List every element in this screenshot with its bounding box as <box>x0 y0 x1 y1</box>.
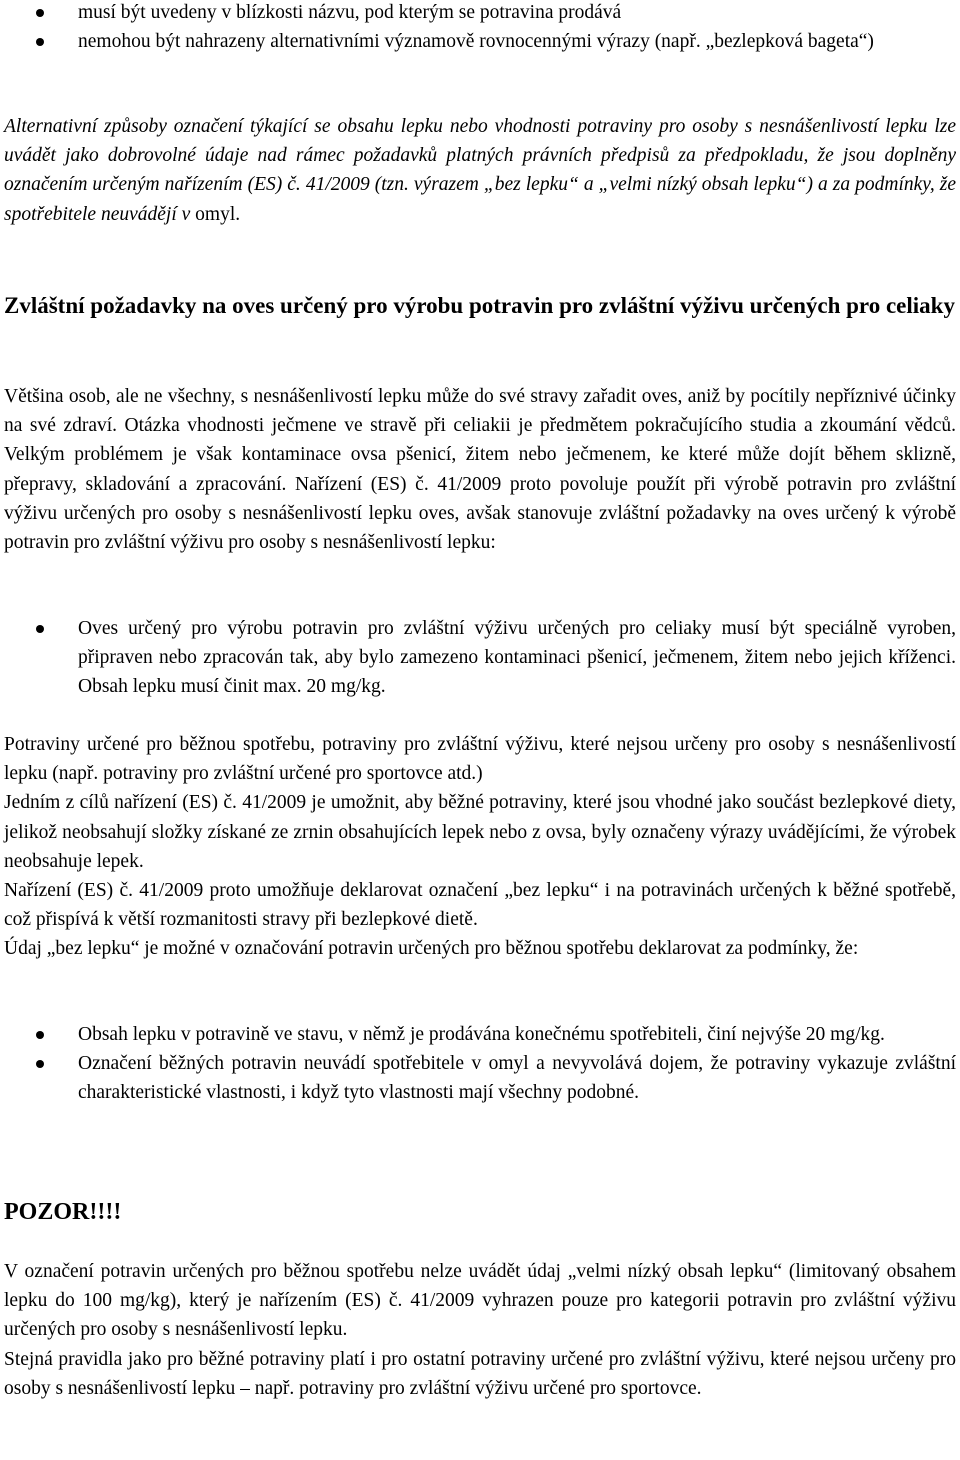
list-item-text: nemohou být nahrazeny alternativními významově rovnocennými výrazy (např. „bezlepková bageta“) <box>78 31 874 53</box>
list-item-text: Označení běžných potravin neuvádí spotřebitele v omyl a nevyvolává dojem, že potraviny vykazuje zvláštní charakteristické vlastnosti, i když tyto vlastnosti mají všechny podobné. <box>78 1053 956 1104</box>
list-item <box>4 614 956 702</box>
bullet-icon <box>36 38 44 46</box>
list-item-text: Obsah lepku v potravině ve stavu, v němž je prodávána konečnému spotřebiteli, činí nejvýše 20 mg/kg. <box>78 1024 885 1045</box>
bullet-icon <box>36 625 44 633</box>
list-item-text: musí být uvedeny v blízkosti názvu, pod kterým se potravina prodává <box>78 2 622 23</box>
common-food-section <box>4 730 956 964</box>
common-food-paragraph: Údaj „bez lepku“ je možné v označování potravin určených pro běžnou spotřebu deklarovat za podmínky, že: <box>4 938 859 960</box>
top-bullet-list <box>4 0 956 56</box>
final-section <box>4 1257 956 1403</box>
common-food-paragraph: Nařízení (ES) č. 41/2009 proto umožňuje deklarovat označení „bez lepku“ i na potravinách určených k běžné spotřebě, což přispívá k větší rozmanitosti stravy při bezlepkové dietě. <box>4 880 956 931</box>
bullet-icon <box>36 1031 44 1039</box>
common-food-paragraph: Potraviny určené pro běžnou spotřebu, potraviny pro zvláštní výživu, které nejsou určeny pro osoby s nesnášenlivostí lepku (např. potraviny pro zvláštní určené pro sportovce atd.) <box>4 734 956 785</box>
alternative-labelling-italic-text: Alternativní způsoby označení týkající se obsahu lepku nebo vhodnosti potraviny pro osoby s nesnášenlivostí lepku lze uvádět jako dobrovolné údaje nad rámec požadavků platných právních předpisů za předpokladu, že jsou doplněny označením určeným nařízením (ES) č. 41/2009 (tzn. výrazem „bez lepku“ a „velmi nízký obsah lepku“) a za podmínky, že spotřebitele neuvádějí v <box>4 116 956 225</box>
warning-heading: POZOR!!!! <box>4 1199 122 1225</box>
alternative-labelling-paragraph <box>4 112 956 229</box>
oats-bullet-list <box>4 614 956 702</box>
oats-paragraph: Většina osob, ale ne všechny, s nesnášenlivostí lepku může do své stravy zařadit oves, aniž by pocítily nepříznivé účinky na své zdraví. Otázka vhodnosti ječmene ve stravě při celiakii je předmětem pokračujícího studia a zkoumání vědců. Velkým problémem je však kontaminace ovsa pšenicí, žitem nebo ječmenem, ke které může dojít během sklizně, přepravy, skladování a zpracování. Nařízení (ES) č. 41/2009 proto povoluje použít při výrobě potravin pro zvláštní výživu určených pro osoby s nesnášenlivostí lepku oves, avšak stanovuje zvláštní požadavky na oves určený k výrobě potravin pro zvláštní výživu pro osoby s nesnášenlivostí lepku: <box>4 386 956 554</box>
final-paragraph: V označení potravin určených pro běžnou spotřebu nelze uvádět údaj „velmi nízký obsah lepku“ (limitovaný obsahem lepku do 100 mg/kg), který je nařízením (ES) č. 41/2009 vyhrazen pouze pro kategorii potravin pro zvláštní výživu určených pro osoby s nesnášenlivostí lepku. <box>4 1261 956 1341</box>
section-heading: Zvláštní požadavky na oves určený pro výrobu potravin pro zvláštní výživu určených pro celiaky <box>4 293 955 318</box>
common-food-paragraph: Jedním z cílů nařízení (ES) č. 41/2009 je umožnit, aby běžné potraviny, které jsou vhodné jako součást bezlepkové diety, jelikož neobsahují složky získané ze zrnin obsahujících lepek nebo z ovsa, byly označeny výrazy uvádějícími, že výrobek neobsahuje lepek. <box>4 792 956 872</box>
list-item <box>4 27 956 56</box>
list-item-text: Oves určený pro výrobu potravin pro zvláštní výživu určených pro celiaky musí být speciálně vyroben, připraven nebo zpracován tak, aby bylo zamezeno kontaminaci pšenicí, ječmenem, žitem nebo jejich kříženci. Obsah lepku musí činit max. 20 mg/kg. <box>78 618 956 698</box>
condition-bullet-list <box>4 1020 956 1108</box>
list-item <box>4 1020 956 1049</box>
alternative-labelling-tail-text: omyl. <box>190 203 241 225</box>
bullet-icon <box>36 1060 44 1068</box>
final-paragraph: Stejná pravidla jako pro běžné potraviny platí i pro ostatní potraviny určené pro zvláštní výživu, které nejsou určeny pro osoby s nesnášenlivostí lepku – např. potraviny pro zvláštní výživu určené pro sportovce. <box>4 1348 956 1399</box>
bullet-icon <box>36 9 44 17</box>
list-item <box>4 1049 956 1107</box>
list-item <box>4 0 956 27</box>
